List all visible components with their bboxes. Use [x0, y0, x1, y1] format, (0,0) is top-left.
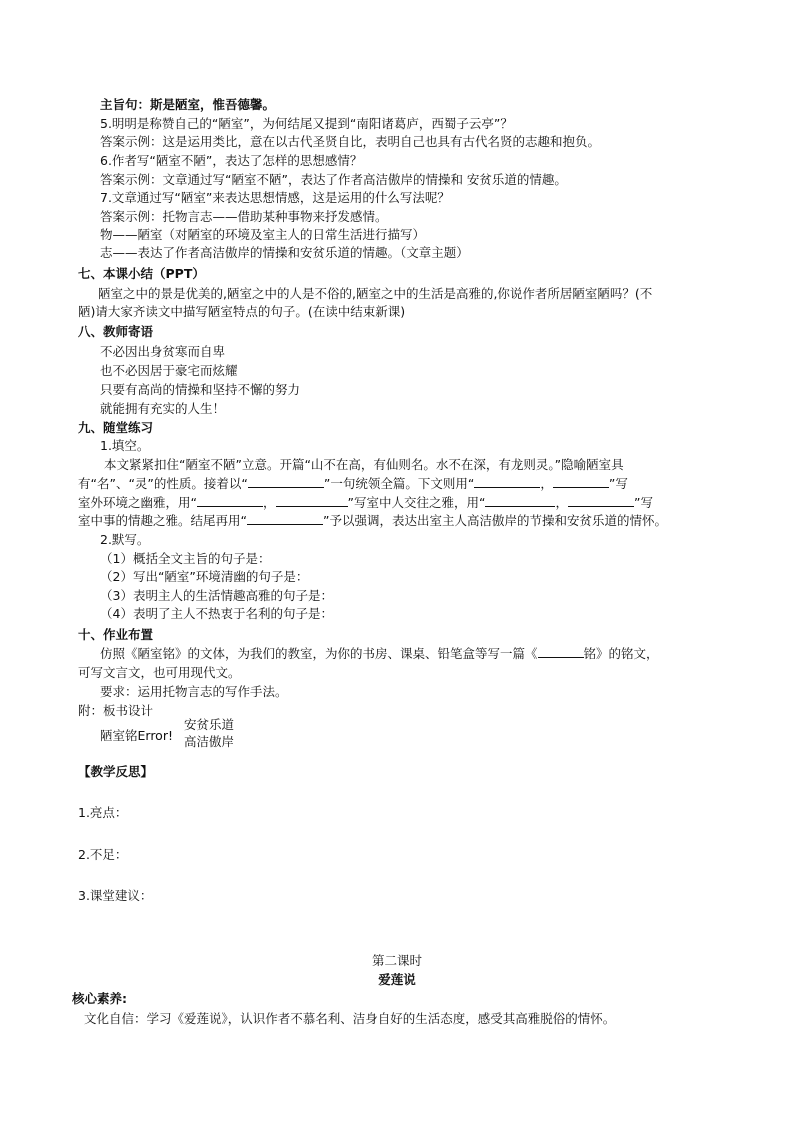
exercise-1-text-d	[78, 512, 667, 530]
fill-blank[interactable]	[248, 475, 324, 488]
section-teacher-words-heading: 八、教师寄语	[78, 324, 154, 339]
fill-blank[interactable]	[197, 494, 263, 507]
exercise-1-text-a: 本文紧紧扣住“陋室不陋”立意。开篇“山不在高，有仙则名。水不在深，有龙则灵。”隐喻陋室具	[104, 457, 624, 472]
lesson-2-heading: 第二课时	[371, 953, 422, 968]
fill-blank[interactable]	[276, 494, 348, 507]
core-literacy-heading: 核心素养:	[72, 991, 127, 1006]
text-fragment: ”一句统领全篇。下文则用“	[323, 476, 475, 491]
answer-6: 答案示例：文章通过写“陋室不陋”，表达了作者高洁傲岸的情操和 安贫乐道的情趣。	[100, 172, 567, 187]
text-fragment: ，	[540, 476, 553, 491]
teacher-words-line-2: 也不必因居于豪宅而炫耀	[100, 363, 238, 378]
text-fragment: ”写	[608, 476, 628, 491]
summary-text-2: 陋)请大家齐读文中描写陋室特点的句子。(在读中结束新课)	[78, 304, 406, 319]
question-7: 7.文章通过写“陋室”来表达思想情感，这是运用的什么写法呢？	[100, 190, 450, 205]
section-summary-heading: 七、本课小结（PPT）	[78, 266, 205, 281]
lesson-2-title: 爱莲说	[378, 972, 416, 987]
fill-blank[interactable]	[538, 645, 584, 658]
board-design-bottom: 高洁傲岸	[184, 734, 235, 749]
homework-requirement: 要求：运用托物言志的写作手法。	[100, 684, 288, 699]
teacher-words-line-4: 就能拥有充实的人生！	[100, 401, 226, 416]
exercise-1-label: 1.填空。	[100, 438, 150, 453]
text-fragment: ，	[262, 495, 276, 510]
text-fragment: ，	[555, 495, 568, 510]
appendix-label: 附：板书设计	[78, 703, 154, 718]
exercise-2-item-1: （1）概括全文主旨的句子是：	[100, 551, 271, 566]
exercise-2-item-4: （4）表明了主人不热衷于名利的句子是：	[100, 606, 333, 621]
aspiration-line: 志——表达了作者高洁傲岸的情操和安贫乐道的情趣。（文章主题）	[100, 245, 469, 260]
core-literacy-text: 文化自信：学习《爱莲说》，认识作者不慕名利、洁身自好的生活态度，感受其高雅脱俗的情怀。	[84, 1011, 616, 1026]
board-design-top: 安贫乐道	[184, 717, 235, 732]
homework-text-1	[100, 645, 659, 663]
fill-blank[interactable]	[553, 475, 609, 488]
answer-7: 答案示例：托物言志——借助某种事物来抒发感情。	[100, 209, 388, 224]
exercise-2-item-3: （3）表明主人的生活情趣高雅的句子是：	[100, 588, 333, 603]
reflection-suggestion: 3.课堂建议：	[78, 888, 153, 903]
fill-blank[interactable]	[568, 494, 634, 507]
fill-blank[interactable]	[474, 475, 540, 488]
object-line: 物——陋室（对陋室的环境及室主人的日常生活进行描写）	[100, 227, 426, 242]
reflection-heading: 【教学反思】	[78, 764, 154, 779]
answer-5: 答案示例：这是运用类比，意在以古代圣贤自比，表明自己也具有古代名贤的志趣和抱负。	[100, 134, 601, 149]
reflection-highlight: 1.亮点：	[78, 805, 128, 820]
text-fragment: 仿照《陋室铭》的文体，为我们的教室，为你的书房、课桌、铅笔盒等写一篇《	[100, 646, 538, 661]
exercise-2-item-2: （2）写出“陋室”环境清幽的句子是：	[100, 569, 309, 584]
summary-text-1: 陋室之中的景是优美的,陋室之中的人是不俗的,陋室之中的生活是高雅的,你说作者所居陋室陋吗？(不	[98, 286, 653, 301]
question-5: 5.明明是称赞自己的“陋室”，为何结尾又提到“南阳诸葛庐，西蜀子云亭”？	[100, 116, 513, 131]
teacher-words-line-1: 不必因出身贫寒而自卑	[100, 344, 226, 359]
question-6: 6.作者写“陋室不陋”，表达了怎样的思想感情？	[100, 153, 363, 168]
main-idea-line: 主旨句：斯是陋室，惟吾德馨。	[100, 97, 276, 112]
exercise-1-text-b	[78, 475, 628, 493]
board-design-main	[100, 727, 173, 745]
text-fragment: 室中事的情趣之雅。结尾再用“	[78, 513, 247, 528]
homework-text-2: 可写文言文，也可用现代文。	[78, 665, 241, 680]
section-exercise-heading: 九、随堂练习	[78, 420, 154, 435]
fill-blank[interactable]	[247, 512, 323, 525]
text-fragment: ”写室中人交往之雅，用“	[347, 495, 486, 510]
text-fragment: 铭》的铭文，	[583, 646, 659, 661]
reflection-shortcoming: 2.不足：	[78, 847, 128, 862]
section-homework-heading: 十、作业布置	[78, 627, 154, 642]
board-main-text: 陋室铭Error!	[100, 728, 173, 743]
text-fragment: ”写	[633, 495, 653, 510]
text-fragment: 有“名”、“灵”的性质。接着以“	[78, 476, 248, 491]
exercise-2-label: 2.默写。	[100, 532, 150, 547]
exercise-1-text-c	[78, 494, 653, 512]
fill-blank[interactable]	[485, 494, 555, 507]
text-fragment: 室外环境之幽雅，用“	[78, 495, 197, 510]
teacher-words-line-3: 只要有高尚的情操和坚持不懈的努力	[100, 382, 301, 397]
text-fragment: ”予以强调，表达出室主人高洁傲岸的节操和安贫乐道的情怀。	[322, 513, 667, 528]
